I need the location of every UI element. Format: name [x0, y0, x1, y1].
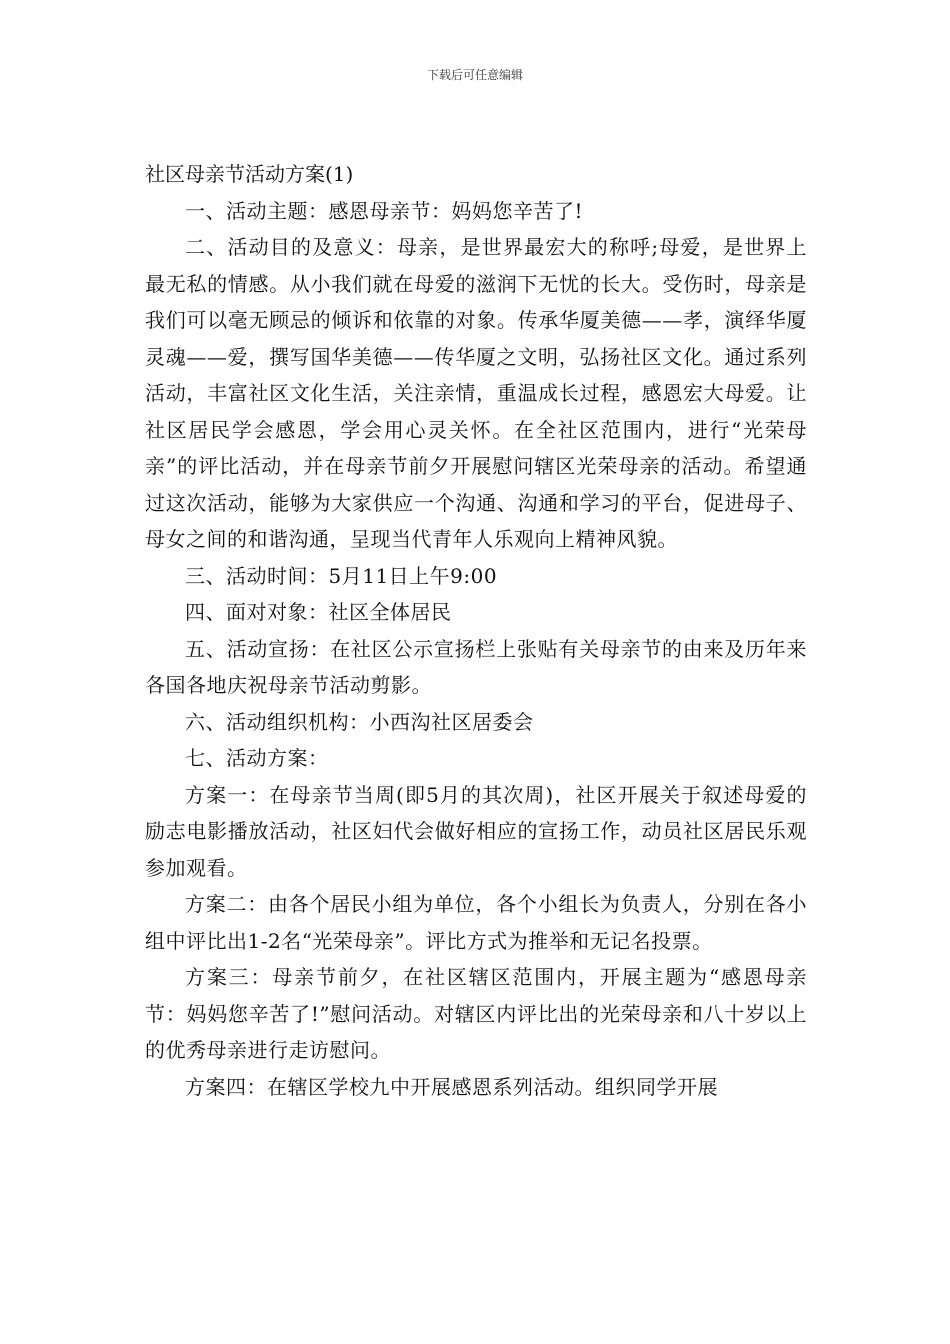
document-title: 社区母亲节活动方案(1)	[145, 162, 354, 186]
paragraph-audience: 四、面对对象：社区全体居民	[185, 600, 452, 624]
paragraph-time: 三、活动时间：5月11日上午9:00	[185, 563, 498, 588]
paragraph-organizer: 六、活动组织机构：小西沟社区居委会	[185, 709, 534, 734]
paragraph-theme: 一、活动主题：感恩母亲节：妈妈您辛苦了!	[185, 198, 584, 223]
paragraph-purpose: 二、活动目的及意义：母亲，是世界最宏大的称呼;母爱，是世界上最无私的情感。从小我们就在母爱的滋润下无忧的长大。受伤时，母亲是我们可以毫无顾忌的倾诉和依靠的对象。传承华厦美德——孝，演绎华厦灵魂——爱，撰写国华美德——传华厦之文明，弘扬社区文化。通过系列活动，丰富社区文化生活，关注亲情，重温成长过程，感恩宏大母爱。让社区居民学会感恩，学会用心灵关怀。在全社区范围内，进行“光荣母亲”的评比活动，并在母亲节前夕开展慰问辖区光荣母亲的活动。希望通过这次活动，能够为大家供应一个沟通、沟通和学习的平台，促进母子、母女之间的和谐沟通，呈现当代青年人乐观向上精神风貌。	[145, 235, 807, 551]
paragraph-plans-heading: 七、活动方案：	[185, 746, 329, 770]
paragraph-plan-one: 方案一：在母亲节当周(即5月的其次周)，社区开展关于叙述母爱的励志电影播放活动，社区妇代会做好相应的宣扬工作，动员社区居民乐观参加观看。	[145, 782, 807, 880]
paragraph-plan-two: 方案二：由各个居民小组为单位，各个小组长为负责人，分别在各小组中评比出1-2名“光荣母亲”。评比方式为推举和无记名投票。	[145, 892, 807, 953]
document-body	[145, 156, 807, 1105]
page-header: 下载后可任意编辑	[426, 68, 523, 82]
paragraph-publicity: 五、活动宣扬：在社区公示宣扬栏上张贴有关母亲节的由来及历年来各国各地庆祝母亲节活动剪影。	[145, 636, 807, 697]
paragraph-plan-three: 方案三：母亲节前夕，在社区辖区范围内，开展主题为“感恩母亲节：妈妈您辛苦了!”慰问活动。对辖区内评比出的光荣母亲和八十岁以上的优秀母亲进行走访慰问。	[145, 965, 807, 1062]
paragraph-plan-four: 方案四：在辖区学校九中开展感恩系列活动。组织同学开展	[185, 1074, 718, 1099]
